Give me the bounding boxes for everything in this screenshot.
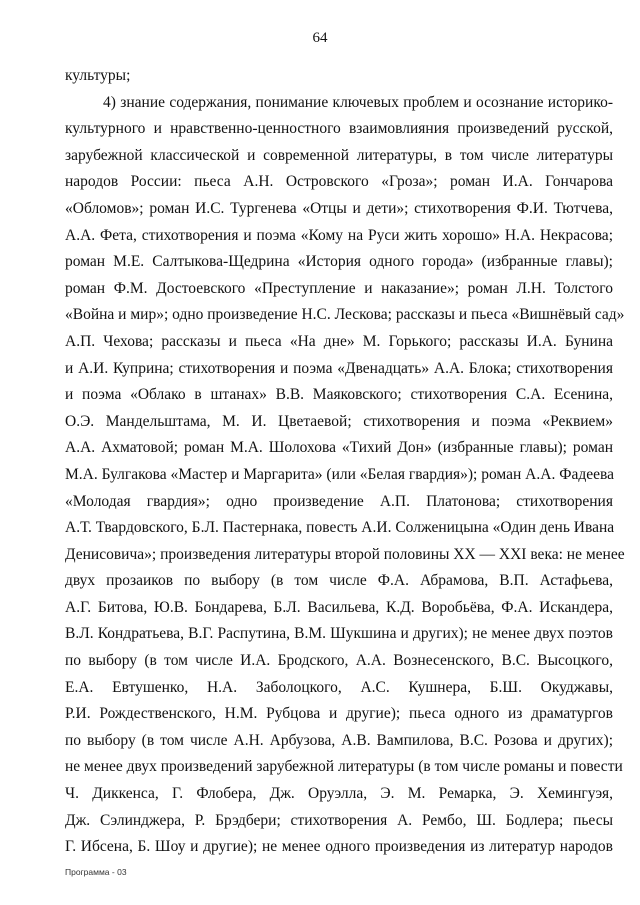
text-line: А.П. Чехова; рассказы и пьеса «На дне» М. Горького; рассказы И.А. Бунина (65, 332, 613, 350)
text-line: «Обломов»; роман И.С. Тургенева «Отцы и дети»; стихотворения Ф.И. Тютчева, (65, 199, 613, 217)
text-line: и поэма «Облако в штанах» В.В. Маяковского; стихотворения С.А. Есенина, (65, 386, 613, 404)
text-line: Г. Ибсена, Б. Шоу и другие); не менее одного произведения из литератур народов (65, 838, 613, 856)
text-line: Денисовича»; произведения литературы второй половины XX — XXI века: не менее (65, 545, 625, 563)
text-line: культуры; (65, 67, 131, 84)
text-line: народов России: пьеса А.Н. Островского «Гроза»; роман И.А. Гончарова (65, 173, 613, 191)
text-line: А.А. Ахматовой; роман М.А. Шолохова «Тихий Дон» (избранные главы); роман (65, 439, 613, 457)
text-line: О.Э. Мандельштама, М. И. Цветаевой; стихотворения и поэма «Реквием» (65, 412, 613, 430)
text-line: М.А. Булгакова «Мастер и Маргарита» (или «Белая гвардия»); роман А.А. Фадеева (65, 465, 614, 483)
text-line: Ч. Диккенса, Г. Флобера, Дж. Оруэлла, Э. М. Ремарка, Э. Хемингуэя, (65, 785, 613, 803)
text-line: роман Ф.М. Достоевского «Преступление и наказание»; роман Л.Н. Толстого (65, 279, 613, 297)
text-line: роман М.Е. Салтыкова-Щедрина «История одного города» (избранные главы); (65, 253, 613, 271)
text-line: Дж. Сэлинджера, Р. Брэдбери; стихотворения А. Рембо, Ш. Бодлера; пьесы (65, 811, 613, 829)
text-line: двух прозаиков по выбору (в том числе Ф.А. Абрамова, В.П. Астафьева, (65, 572, 613, 590)
text-line: В.Л. Кондратьева, В.Г. Распутина, В.М. Шукшина и других); не менее двух поэтов (65, 625, 613, 643)
text-line: «Война и мир»; одно произведение Н.С. Лескова; рассказы и пьеса «Вишнёвый сад» (65, 306, 625, 324)
text-line: по выбору (в том числе И.А. Бродского, А.А. Вознесенского, В.С. Высоцкого, (65, 652, 613, 670)
text-line: «Молодая гвардия»; одно произведение А.П. Платонова; стихотворения (65, 492, 613, 510)
text-line: А.Т. Твардовского, Б.Л. Пастернака, повесть А.И. Солженицына «Один день Ивана (65, 519, 615, 537)
text-line: Е.А. Евтушенко, Н.А. Заболоцкого, А.С. Кушнера, Б.Ш. Окуджавы, (65, 678, 613, 696)
text-line: А.Г. Битова, Ю.В. Бондарева, Б.Л. Васильева, К.Д. Воробьёва, Ф.А. Искандера, (65, 598, 613, 616)
text-line: и А.И. Куприна; стихотворения и поэма «Двенадцать» А.А. Блока; стихотворения (65, 359, 613, 377)
text-line: Р.И. Рождественского, Н.М. Рубцова и другие); пьеса одного из драматургов (65, 705, 613, 723)
body-text (65, 63, 625, 861)
page-number: 64 (312, 30, 328, 46)
footer-label: Программа - 03 (65, 867, 127, 877)
text-line: 4) знание содержания, понимание ключевых проблем и осознание историко- (103, 93, 613, 111)
text-line: не менее двух произведений зарубежной литературы (в том числе романы и повести (65, 758, 623, 776)
text-line: культурного и нравственно-ценностного взаимовлияния произведений русской, (65, 120, 613, 138)
text-line: А.А. Фета, стихотворения и поэма «Кому на Руси жить хорошо» Н.А. Некрасова; (65, 226, 613, 244)
text-line: зарубежной классической и современной литературы, в том числе литературы (65, 146, 613, 164)
text-line: по выбору (в том числе А.Н. Арбузова, А.В. Вампилова, В.С. Розова и других); (65, 731, 613, 749)
